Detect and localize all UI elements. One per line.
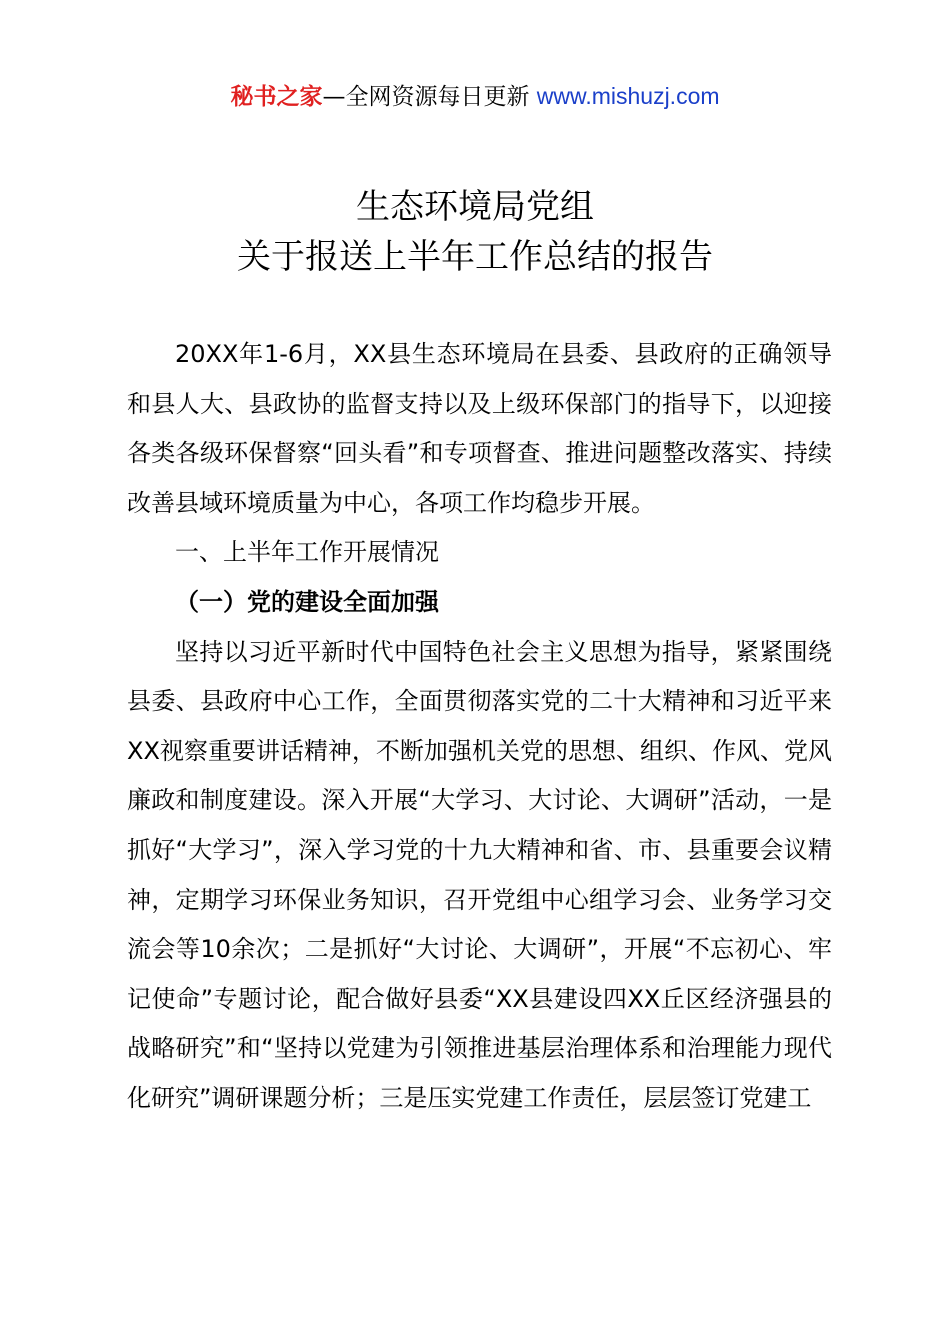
- site-header: [0, 80, 950, 113]
- doc-title-line-1: 生态环境局党组: [356, 187, 594, 227]
- brand-name: 秘书之家: [230, 84, 323, 110]
- doc-title-line-2: 关于报送上半年工作总结的报告: [237, 237, 713, 277]
- paragraph-intro: 20XX年1-6月，XX县生态环境局在县委、县政府的正确领导和县人大、县政协的监督支持以及上级环保部门的指导下，以迎接各类各级环保督察“回头看”和专项督查、推进问题整改落实、持续改善县域环境质量为中心，各项工作均稳步开展。: [127, 340, 832, 517]
- section-heading: 一、上半年工作开展情况: [175, 538, 439, 567]
- site-url[interactable]: www.mishuzj.com: [536, 83, 720, 109]
- header-tagline: —全网资源每日更新: [322, 84, 537, 110]
- doc-body: [127, 330, 832, 1124]
- paragraph-party-building: 坚持以习近平新时代中国特色社会主义思想为指导，紧紧围绕县委、县政府中心工作，全面贯彻落实党的二十大精神和习近平来XX视察重要讲话精神，不断加强机关党的思想、组织、作风、党风廉政和制度建设。深入开展“大学习、大讨论、大调研”活动，一是抓好“大学习”，深入学习党的十九大精神和省、市、县重要会议精神，定期学习环保业务知识，召开党组中心组学习会、业务学习交流会等10余次；二是抓好“大讨论、大调研”，开展“不忘初心、牢记使命”专题讨论，配合做好县委“XX县建设四XX丘区经济强县的战略研究”和“坚持以党建为引领推进基层治理体系和治理能力现代化研究”调研课题分析；三是压实党建工作责任，层层签订党建工: [127, 637, 832, 1112]
- subsection-heading: （一）党的建设全面加强: [175, 587, 439, 616]
